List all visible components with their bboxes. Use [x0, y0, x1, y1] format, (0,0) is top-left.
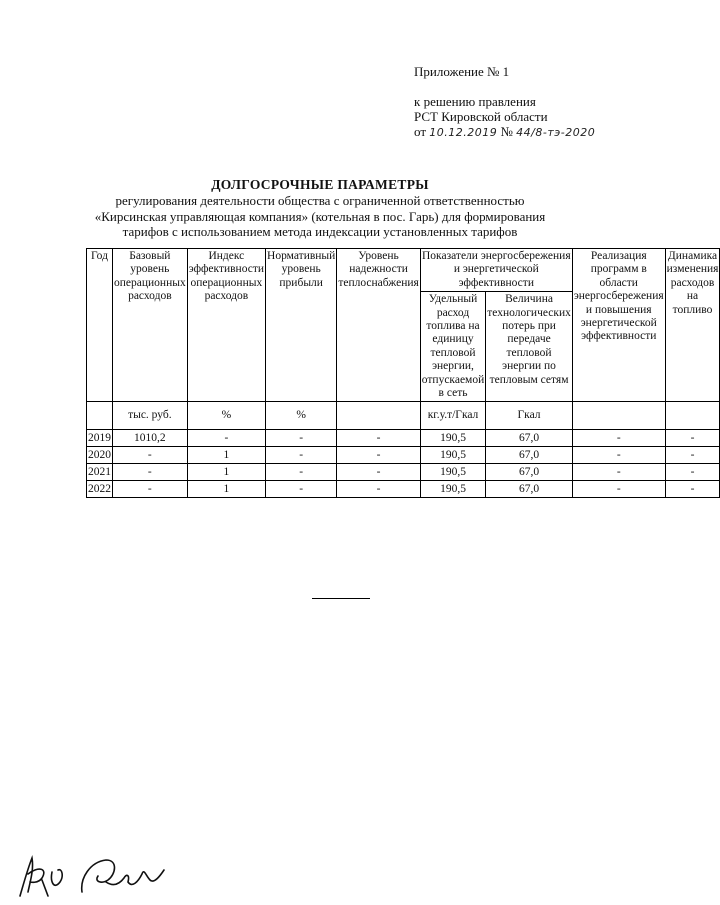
table-cell: 190,5 [420, 430, 485, 447]
unit-cell: % [187, 402, 265, 430]
table-cell: - [337, 464, 420, 481]
table-cell: 2019 [87, 430, 113, 447]
table-cell: 1 [187, 481, 265, 498]
table-row [87, 447, 720, 464]
header-fuel-consumption: Удельный расход топлива на единицу тепловой энергии, отпускаемой в сеть [420, 292, 485, 402]
header-programs: Реализация программ в области энергосбережения и повышения энергетической эффективности [572, 249, 665, 402]
table-cell: 2020 [87, 447, 113, 464]
date-value: 10.12.2019 [429, 126, 498, 139]
table-cell: - [337, 430, 420, 447]
unit-cell [572, 402, 665, 430]
table-cell: 67,0 [486, 430, 573, 447]
table-row [87, 481, 720, 498]
document-subtitle: регулирования деятельности общества с ограниченной ответственностью «Кирсинская управляющая компания» (котельная в пос. Гарь) для формирования тарифов с использованием метода индексации установленных тарифов [94, 193, 546, 239]
table-cell: - [113, 481, 188, 498]
table-cell: 67,0 [486, 447, 573, 464]
date-prefix: от [414, 124, 427, 139]
header-fuel-dynamics: Динамика изменения расходов на топливо [665, 249, 720, 402]
header-year: Год [87, 249, 113, 402]
table-cell: - [572, 447, 665, 464]
table-cell: 1 [187, 447, 265, 464]
unit-cell: % [266, 402, 337, 430]
units-row [87, 402, 720, 430]
table-cell: - [665, 447, 720, 464]
table-cell: - [187, 430, 265, 447]
unit-cell: кг.у.т/Гкал [420, 402, 485, 430]
table-cell: 67,0 [486, 481, 573, 498]
table-row [87, 430, 720, 447]
appendix-authority-line: РСТ Кировской области [414, 109, 548, 124]
unit-cell [87, 402, 113, 430]
header-heat-losses: Величина технологических потерь при передаче тепловой энергии по тепловым сетям [486, 292, 573, 402]
table-cell: - [337, 481, 420, 498]
table-cell: - [266, 464, 337, 481]
appendix-decision-line: к решению правления [414, 94, 536, 109]
header-efficiency-index: Индекс эффективности операционных расходов [187, 249, 265, 402]
header-base-expenses: Базовый уровень операционных расходов [113, 249, 188, 402]
table-cell: 190,5 [420, 447, 485, 464]
table-cell: 1 [187, 464, 265, 481]
header-reliability: Уровень надежности теплоснабжения [337, 249, 420, 402]
handwritten-signature [8, 852, 178, 902]
table-cell: - [113, 447, 188, 464]
number-value: 44/8-тэ-2020 [516, 126, 596, 139]
appendix-date-line [414, 124, 595, 141]
table-cell: - [266, 481, 337, 498]
table-cell: 67,0 [486, 464, 573, 481]
table-cell: - [337, 447, 420, 464]
table-cell: - [665, 481, 720, 498]
table-cell: - [572, 481, 665, 498]
unit-cell: тыс. руб. [113, 402, 188, 430]
table-cell: 190,5 [420, 481, 485, 498]
table-cell: - [665, 430, 720, 447]
table-cell: - [572, 464, 665, 481]
table-row [87, 464, 720, 481]
appendix-title: Приложение № 1 [414, 64, 510, 79]
table-cell: - [572, 430, 665, 447]
number-prefix: № [500, 124, 513, 139]
table-cell: - [665, 464, 720, 481]
header-energy-group: Показатели энергосбережения и энергетической эффективности [420, 249, 572, 292]
table-cell: - [266, 447, 337, 464]
document-title: ДОЛГОСРОЧНЫЕ ПАРАМЕТРЫ [211, 177, 429, 192]
table-cell: - [266, 430, 337, 447]
separator-line [312, 598, 370, 599]
header-row-1 [87, 249, 720, 292]
table-cell: 2021 [87, 464, 113, 481]
parameters-table [86, 248, 720, 498]
table-cell: 1010,2 [113, 430, 188, 447]
unit-cell: Гкал [486, 402, 573, 430]
unit-cell [337, 402, 420, 430]
header-profit-level: Нормативный уровень прибыли [266, 249, 337, 402]
unit-cell [665, 402, 720, 430]
table-cell: 2022 [87, 481, 113, 498]
table-cell: 190,5 [420, 464, 485, 481]
table-cell: - [113, 464, 188, 481]
